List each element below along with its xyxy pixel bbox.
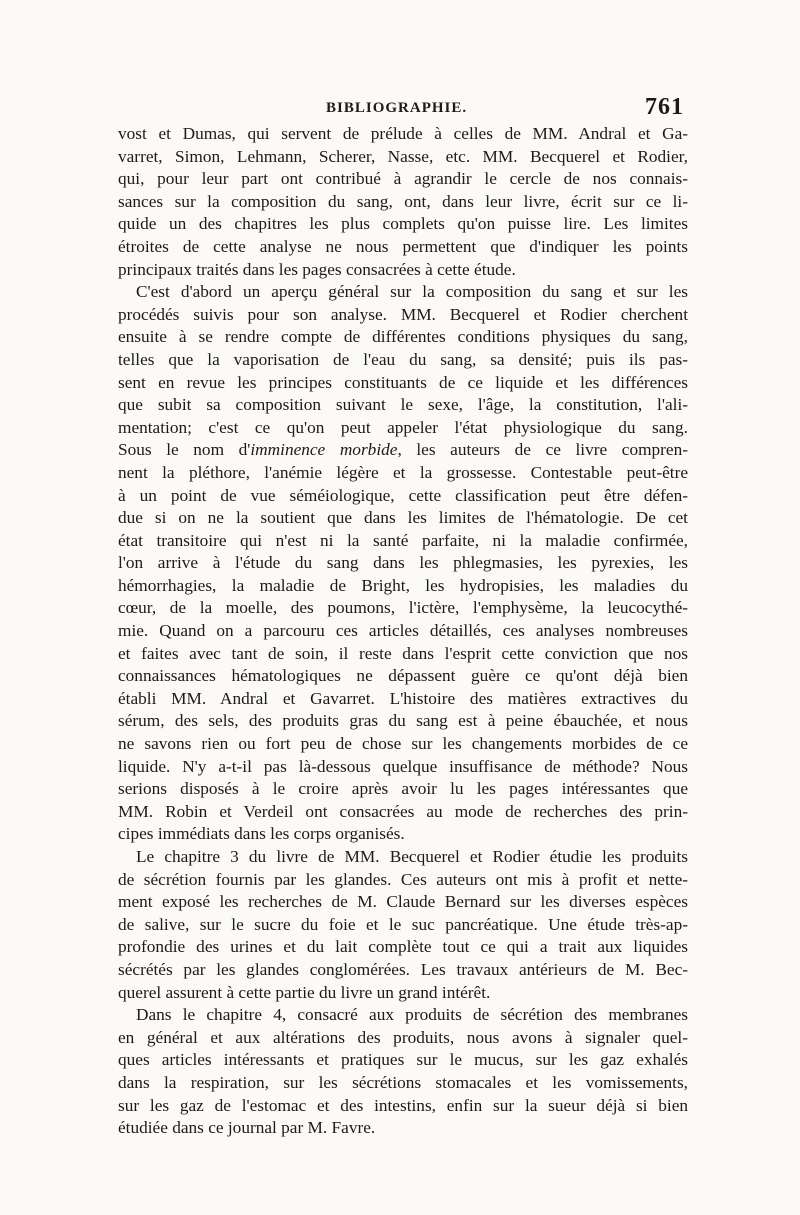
text-line: établi MM. Andral et Gavarret. L'histoire des matières extractives du <box>118 688 688 708</box>
text-line: profondie des urines et du lait complète tout ce qui a trait aux liquides <box>118 937 688 957</box>
text-line: cœur, de la moelle, des poumons, l'ictère, l'emphysème, la leucocythé- <box>118 598 688 618</box>
text-line: vost et Dumas, qui servent de prélude à celles de MM. Andral et Ga- <box>118 124 688 143</box>
text-segment: Sous le nom d' <box>118 440 251 460</box>
text-line: que subit sa composition suivant le sexe, l'âge, la constitution, l'ali- <box>118 395 688 415</box>
text-line: l'on arrive à l'étude du sang dans les phlegmasies, les pyrexies, les <box>118 553 688 573</box>
text-line: hémorrhagies, la maladie de Bright, les hydropisies, les maladies du <box>118 575 688 595</box>
text-line: sur les gaz de l'estomac et des intestins, enfin sur la sueur déjà si bien <box>118 1095 688 1115</box>
text-line: due si on ne la soutient que dans les limites de l'hématologie. De cet <box>118 508 688 528</box>
text-line: ques articles intéressants et pratiques sur le mucus, sur les gaz exhalés <box>118 1050 688 1070</box>
text-line: querel assurent à cette partie du livre un grand intérêt. <box>118 982 491 1002</box>
italic-term: imminence morbide <box>250 440 398 460</box>
header-title: BIBLIOGRAPHIE. <box>326 100 468 116</box>
text-line: dans la respiration, sur les sécrétions stomacales et les vomissements, <box>118 1072 688 1092</box>
text-line: cipes immédiats dans les corps organisés. <box>118 824 405 844</box>
text-line: sent en revue les principes constituants de ce liquide et les différences <box>118 372 688 392</box>
text-line: varret, Simon, Lehmann, Scherer, Nasse, etc. MM. Becquerel et Rodier, <box>118 146 688 166</box>
text-line: ensuite à se rendre compte de différentes conditions physiques du sang, <box>118 327 688 347</box>
text-segment: , les auteurs de ce livre compren- <box>397 440 688 460</box>
text-line: et faites avec tant de soin, il reste dans l'esprit cette conviction que nos <box>118 643 688 663</box>
paragraph-start-line: Le chapitre 3 du livre de MM. Becquerel et Rodier étudie les produits <box>136 847 688 866</box>
text-line: MM. Robin et Verdeil ont consacrées au mode de recherches des prin- <box>118 801 688 821</box>
paragraph-start-line: C'est d'abord un aperçu général sur la composition du sang et sur les <box>136 282 688 302</box>
text-line: quide un des chapitres les plus complets qu'on puisse lire. Les limites <box>118 214 688 234</box>
text-line: procédés suivis pour son analyse. MM. Becquerel et Rodier cherchent <box>118 304 688 324</box>
text-line: telles que la vaporisation de l'eau du sang, sa densité; puis ils pas- <box>118 349 688 369</box>
text-line: étroites de cette analyse ne nous permettent que d'indiquer les points <box>118 236 688 256</box>
page-number: 761 <box>645 94 684 120</box>
text-line: nent la pléthore, l'anémie légère et la grossesse. Contestable peut-être <box>118 462 688 482</box>
text-line: étudiée dans ce journal par M. Favre. <box>118 1118 376 1138</box>
text-line: qui, pour leur part ont contribué à agrandir le cercle de nos connais- <box>118 169 688 189</box>
text-line: mie. Quand on a parcouru ces articles détaillés, ces analyses nombreuses <box>118 621 688 641</box>
text-line: sécrétés par les glandes conglomérées. Les travaux antérieurs de M. Bec- <box>118 959 688 979</box>
text-line: ment exposé les recherches de M. Claude Bernard sur les diverses espèces <box>118 892 688 912</box>
paragraph-start-line: Dans le chapitre 4, consacré aux produits de sécrétion des membranes <box>136 1005 688 1025</box>
text-line: de salive, sur le sucre du foie et le suc pancréatique. Une étude très-ap- <box>118 914 688 934</box>
text-line: serions disposés à le croire après avoir lu les pages intéressantes que <box>118 779 688 799</box>
body-text <box>118 123 688 1140</box>
text-line: connaissances hématologiques ne dépassent guère ce qu'ont déjà bien <box>118 666 688 686</box>
running-head <box>118 96 684 124</box>
text-line: liquide. N'y a-t-il pas là-dessous quelque insuffisance de méthode? Nous <box>118 756 688 776</box>
text-line: principaux traités dans les pages consacrées à cette étude. <box>118 259 516 279</box>
text-line: ne savons rien ou fort peu de chose sur les changements morbides de ce <box>118 734 688 754</box>
text-line: sances sur la composition du sang, ont, dans leur livre, écrit sur ce li- <box>118 191 688 211</box>
text-line-with-italic <box>118 439 688 462</box>
text-line: en général et aux altérations des produits, nous avons à signaler quel- <box>118 1027 688 1047</box>
text-line: à un point de vue séméiologique, cette classification peut être défen- <box>118 485 688 505</box>
text-line: mentation; c'est ce qu'on peut appeler l'état physiologique du sang. <box>118 417 688 437</box>
text-line: sérum, des sels, des produits gras du sang est à peine ébauchée, et nous <box>118 711 688 731</box>
text-line: état transitoire qui n'est ni la santé parfaite, ni la maladie confirmée, <box>118 530 688 550</box>
text-line: de sécrétion fournis par les glandes. Ces auteurs ont mis à profit et nette- <box>118 869 688 889</box>
